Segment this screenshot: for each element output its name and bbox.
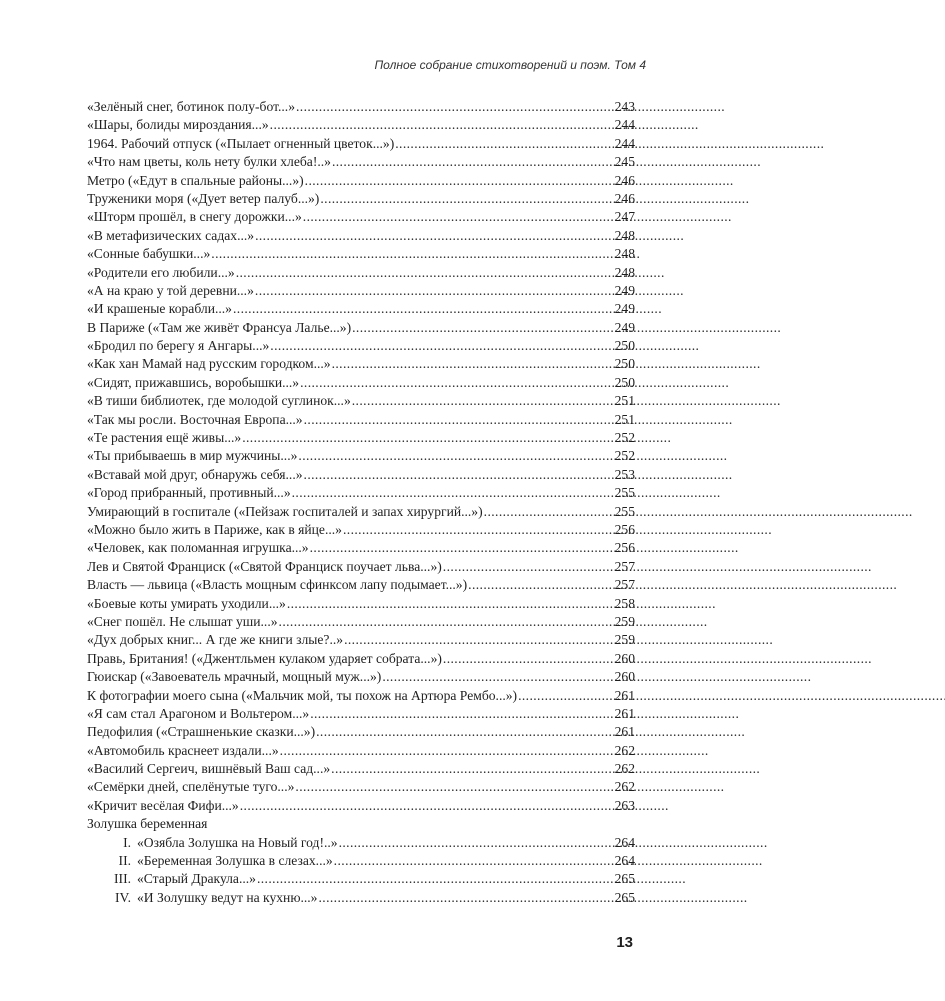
toc-entry <box>87 245 635 263</box>
toc-entry <box>87 613 635 631</box>
toc-entry-page: 246 <box>614 190 635 206</box>
dot-leader <box>303 411 614 429</box>
dot-leader <box>278 613 614 631</box>
dot-leader <box>295 98 614 116</box>
toc-entry-page: 248 <box>614 227 635 243</box>
toc-entry <box>87 558 635 576</box>
toc-entry-title: «Родители его любили...» <box>87 264 235 280</box>
toc-entry <box>87 595 635 613</box>
dot-leader <box>302 208 614 226</box>
toc-entry <box>87 355 635 373</box>
toc-entry <box>87 631 635 649</box>
toc-entry-page: 258 <box>614 595 635 611</box>
dot-leader <box>343 631 614 649</box>
dot-leader <box>232 300 614 318</box>
toc-entry-title: «Шары, болиды мироздания...» <box>87 117 269 133</box>
toc-entry-title: «В тиши библиотек, где молодой суглинок...» <box>87 393 351 409</box>
dot-leader <box>309 705 613 723</box>
table-of-contents <box>87 98 635 907</box>
toc-entry-page: 248 <box>614 246 635 262</box>
toc-entry-page: 244 <box>614 135 635 151</box>
toc-entry <box>87 539 635 557</box>
toc-entry-page: 260 <box>614 650 635 666</box>
dot-leader <box>394 135 613 153</box>
toc-entry-title: «Шторм прошёл, в снегу дорожки...» <box>87 209 302 225</box>
toc-entry-title: К фотографии моего сына («Мальчик мой, ты похож на Артюра Рембо...») <box>87 687 518 703</box>
dot-leader <box>210 245 613 263</box>
toc-entry-page: 253 <box>614 466 635 482</box>
toc-subentry-page: 265 <box>614 871 635 887</box>
dot-leader <box>331 355 614 373</box>
toc-entry-page: 262 <box>614 742 635 758</box>
toc-entry-title: «Человек, как поломанная игрушка...» <box>87 540 309 556</box>
dot-leader <box>279 742 614 760</box>
dot-leader <box>286 595 614 613</box>
toc-entry <box>87 650 635 668</box>
toc-entry-title: «Как хан Мамай над русским городком...» <box>87 356 331 372</box>
toc-entry-page: 247 <box>614 209 635 225</box>
toc-subentry-text <box>105 889 317 907</box>
toc-entry-title: «Те растения ещё живы...» <box>87 430 242 446</box>
toc-entry-title: «И крашеные корабли...» <box>87 301 232 317</box>
toc-entry-title: В Париже («Там же живёт Франсуа Лалье...») <box>87 319 352 335</box>
toc-entry-page: 244 <box>614 117 635 133</box>
toc-entry <box>87 172 635 190</box>
toc-entry-title: «Автомобиль краснеет издали...» <box>87 742 279 758</box>
toc-entry-title: «Боевые коты умирать уходили...» <box>87 595 286 611</box>
toc-entry <box>87 705 635 723</box>
toc-entry-page: 261 <box>614 724 635 740</box>
toc-entry-page: 251 <box>614 411 635 427</box>
dot-leader <box>319 190 613 208</box>
toc-subentry-page: 265 <box>614 889 635 905</box>
dot-leader <box>239 797 614 815</box>
toc-entry-title: «Я сам стал Арагоном и Вольтером...» <box>87 705 310 721</box>
toc-entry-page: 259 <box>614 632 635 648</box>
toc-entry <box>87 723 635 741</box>
running-title: Полное собрание стихотворений и поэм. Том 4 <box>374 58 646 72</box>
dot-leader <box>315 723 613 741</box>
toc-entry-page: 260 <box>614 669 635 685</box>
toc-entry-title: Метро («Едут в спальные районы...») <box>87 172 304 188</box>
toc-entry <box>87 392 635 410</box>
toc-entry <box>87 282 635 300</box>
toc-entry <box>87 503 635 521</box>
toc-entry <box>87 687 635 705</box>
dot-leader <box>331 153 614 171</box>
toc-entry-title: «А на краю у той деревни...» <box>87 282 254 298</box>
toc-entry-page: 245 <box>614 154 635 170</box>
toc-entry-page: 261 <box>614 705 635 721</box>
toc-entry <box>87 300 635 318</box>
toc-entry-title: Гюискар («Завоеватель мрачный, мощный муж...») <box>87 669 382 685</box>
dot-leader <box>342 521 614 539</box>
toc-entry-page: 255 <box>614 503 635 519</box>
toc-entry-title: «Семёрки дней, спелёнутые туго...» <box>87 779 295 795</box>
toc-entry <box>87 484 635 502</box>
toc-entry-page: 257 <box>614 577 635 593</box>
toc-subentry <box>87 889 635 907</box>
toc-entry <box>87 227 635 245</box>
toc-entry <box>87 135 635 153</box>
toc-entry <box>87 411 635 429</box>
toc-entry <box>87 153 635 171</box>
toc-entry <box>87 190 635 208</box>
toc-entry-page: 249 <box>614 319 635 335</box>
dot-leader <box>381 668 613 686</box>
toc-entry <box>87 319 635 337</box>
dot-leader <box>333 852 614 870</box>
dot-leader <box>304 172 614 190</box>
toc-entry-title: «Так мы росли. Восточная Европа...» <box>87 411 303 427</box>
toc-entry-page: 262 <box>614 761 635 777</box>
toc-subentry <box>87 834 635 852</box>
toc-entry-title: «Зелёный снег, ботинок полу-бот...» <box>87 99 295 114</box>
toc-entry <box>87 98 635 116</box>
cycle-heading-title: Золушка беременная <box>87 816 208 832</box>
toc-entry <box>87 668 635 686</box>
toc-subentry-numeral: II. <box>118 853 131 869</box>
toc-subentry-title: «Старый Дракула...» <box>137 871 256 887</box>
toc-entry-title: «Сидят, прижавшись, воробышки...» <box>87 374 300 390</box>
toc-entries <box>87 98 635 815</box>
page-number: 13 <box>616 934 633 951</box>
dot-leader <box>483 503 614 521</box>
dot-leader <box>299 374 614 392</box>
dot-leader <box>294 778 613 796</box>
toc-entry <box>87 374 635 392</box>
dot-leader <box>351 392 614 410</box>
toc-entry <box>87 208 635 226</box>
dot-leader <box>241 429 613 447</box>
toc-entry-title: 1964. Рабочий отпуск («Пылает огненный цветок...») <box>87 135 395 151</box>
toc-entry-page: 246 <box>614 172 635 188</box>
toc-entry-page: 249 <box>614 301 635 317</box>
dot-leader <box>269 337 613 355</box>
toc-entry-page: 256 <box>614 540 635 556</box>
toc-entry-title: «В метафизических садах...» <box>87 227 255 243</box>
toc-subentry-numeral: III. <box>114 871 131 887</box>
toc-cycle-heading <box>87 815 635 833</box>
dot-leader <box>338 834 614 852</box>
dot-leader <box>254 282 614 300</box>
toc-entry-title: «Вставай мой друг, обнаружь себя...» <box>87 466 303 482</box>
toc-entry-page: 261 <box>614 687 635 703</box>
toc-entry-title: «Что нам цветы, коль нету булки хлеба!..» <box>87 154 331 170</box>
toc-entry-page: 250 <box>614 338 635 354</box>
toc-entry <box>87 778 635 796</box>
toc-subentry-text <box>105 852 333 870</box>
toc-entry-title: «Бродил по берегу я Ангары...» <box>87 338 270 354</box>
toc-subentry-title: «И Золушку ведут на кухню...» <box>137 889 318 905</box>
toc-entry <box>87 447 635 465</box>
toc-entry-title: Власть — львица («Власть мощным сфинксом лапу подымает...») <box>87 577 468 593</box>
toc-entry-title: Труженики моря («Дует ветер палуб...») <box>87 190 320 206</box>
toc-entry <box>87 742 635 760</box>
toc-entry-page: 252 <box>614 430 635 446</box>
toc-entry <box>87 797 635 815</box>
toc-subentry-title: «Озябла Золушка на Новый год!..» <box>137 834 338 850</box>
toc-entry-title: «Ты прибываешь в мир мужчины...» <box>87 448 298 464</box>
toc-subentry-numeral: I. <box>123 834 131 850</box>
toc-subentry-text <box>105 834 338 852</box>
dot-leader <box>317 889 613 907</box>
toc-entry-title: «Кричит весёлая Фифи...» <box>87 797 239 813</box>
toc-entry <box>87 337 635 355</box>
dot-leader <box>442 558 614 576</box>
toc-entry-page: 250 <box>614 356 635 372</box>
dot-leader <box>254 227 614 245</box>
toc-subentry <box>87 870 635 888</box>
toc-entry-page: 262 <box>614 779 635 795</box>
toc-entry-title: «Сонные бабушки...» <box>87 246 211 262</box>
toc-entry-page: 248 <box>614 264 635 280</box>
toc-subentry-title: «Беременная Золушка в слезах...» <box>137 853 333 869</box>
dot-leader <box>269 116 614 134</box>
toc-entry-page: 249 <box>614 282 635 298</box>
toc-entry-title: «Дух добрых книг... А где же книги злые?..» <box>87 632 344 648</box>
dot-leader <box>297 447 613 465</box>
toc-entry <box>87 466 635 484</box>
toc-subentry-page: 264 <box>614 853 635 869</box>
toc-entry-page: 263 <box>614 797 635 813</box>
toc-entry <box>87 760 635 778</box>
toc-subentry-text <box>105 870 256 888</box>
dot-leader <box>303 466 614 484</box>
toc-entry-title: Лев и Святой Франциск («Святой Франциск поучает льва...») <box>87 558 442 574</box>
toc-entry <box>87 264 635 282</box>
toc-entry <box>87 429 635 447</box>
dot-leader <box>442 650 614 668</box>
toc-entry-title: «Можно было жить в Париже, как в яйце...» <box>87 521 342 537</box>
toc-entry-title: «Снег пошёл. Не слышат уши...» <box>87 613 278 629</box>
toc-entry <box>87 576 635 594</box>
dot-leader <box>351 319 613 337</box>
toc-entry-page: 243 <box>614 99 635 114</box>
dot-leader <box>330 760 613 778</box>
toc-subentry-page: 264 <box>614 834 635 850</box>
toc-entry <box>87 116 635 134</box>
toc-subentry-numeral: IV. <box>115 889 131 905</box>
dot-leader <box>309 539 614 557</box>
toc-entry-page: 255 <box>614 485 635 501</box>
dot-leader <box>235 264 614 282</box>
toc-entry-page: 259 <box>614 613 635 629</box>
dot-leader <box>467 576 613 594</box>
toc-subentry <box>87 852 635 870</box>
dot-leader <box>256 870 614 888</box>
toc-entry-title: Умирающий в госпитале («Пейзаж госпиталей и запах хирургий...») <box>87 503 483 519</box>
toc-entry-title: Правь, Британия! («Джентльмен кулаком ударяет собрата...») <box>87 650 442 666</box>
toc-entry-title: «Василий Сергеич, вишнёвый Ваш сад...» <box>87 761 331 777</box>
toc-entry <box>87 521 635 539</box>
toc-entry-title: «Город прибранный, противный...» <box>87 485 291 501</box>
toc-entry-page: 256 <box>614 521 635 537</box>
toc-entry-page: 252 <box>614 448 635 464</box>
dot-leader <box>291 484 614 502</box>
toc-entry-page: 250 <box>614 374 635 390</box>
toc-entry-title: Педофилия («Страшненькие сказки...») <box>87 724 316 740</box>
toc-entry-page: 251 <box>614 393 635 409</box>
toc-cycle-parts <box>87 834 635 908</box>
toc-entry-page: 257 <box>614 558 635 574</box>
dot-leader <box>517 687 614 705</box>
